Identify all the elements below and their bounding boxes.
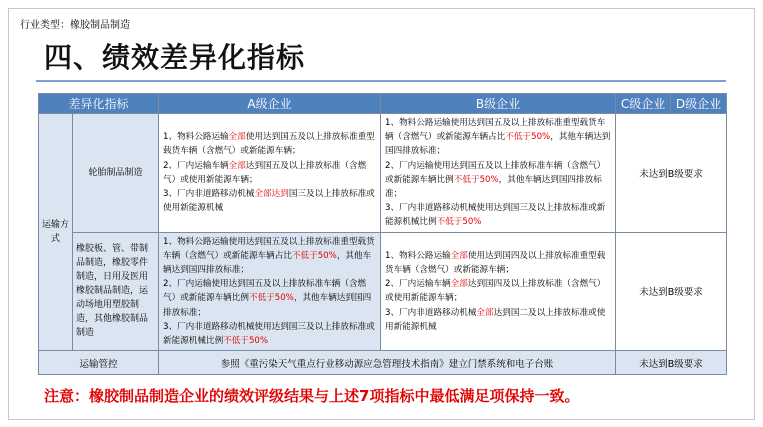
highlight-text: 全部达到 — [254, 189, 289, 200]
title-divider — [36, 80, 726, 82]
highlight-text: 不低于50% — [436, 217, 482, 228]
highlight-text: 不低于50% — [505, 132, 551, 143]
category-cell: 运输方式 — [39, 114, 73, 351]
subcategory-cell: 橡胶板、管、带制品制造，橡胶零件制造，日用及医用橡胶制品制造，运动场地用塑胶制造，其他橡胶制品制造 — [73, 232, 159, 351]
a-level-requirements — [159, 114, 381, 233]
highlight-text: 全部 — [450, 279, 468, 290]
table-header-row — [39, 94, 727, 114]
table-row — [39, 351, 727, 375]
requirement-line: 3、厂内非道路移动机械使用达到国三及以上排放标准或新能源机械比例不低于50% — [385, 203, 606, 228]
requirement-line: 2、厂内运输使用达到国五及以上排放标准车辆（含燃气）或新能源车辆比例不低于50%，其他车辆达到国四排放标准； — [385, 160, 606, 200]
highlight-text: 不低于50% — [223, 336, 269, 347]
highlight-text: 全部 — [228, 160, 246, 171]
highlight-text: 全部 — [228, 132, 246, 143]
header-indicator: 差异化指标 — [39, 94, 159, 114]
indicator-table — [38, 93, 727, 375]
cd-level-requirement: 未达到B级要求 — [616, 114, 727, 233]
requirement-line: 2、厂内运输车辆全部达到国五及以上排放标准（含燃气）或使用新能源车辆； — [163, 160, 367, 185]
header-d-level: D级企业 — [671, 94, 727, 114]
cd-level-requirement: 未达到B级要求 — [616, 232, 727, 351]
highlight-text: 不低于50% — [291, 250, 337, 261]
management-requirement: 参照《重污染天气重点行业移动源应急管理技术指南》建立门禁系统和电子台账 — [159, 351, 616, 375]
requirement-line: 1、物料公路运输全部使用达到国五及以上排放标准重型载货车辆（含燃气）或新能源车辆； — [163, 132, 375, 157]
management-label: 运输管控 — [39, 351, 159, 375]
requirement-line: 3、厂内非道路移动机械使用达到国三及以上排放标准或新能源机械比例不低于50% — [163, 321, 375, 347]
requirement-line: 1、物料公路运输全部使用达到国四及以上排放标准重型载货车辆（含燃气）或新能源车辆； — [385, 250, 606, 276]
b-level-requirements — [381, 232, 616, 351]
requirement-line: 2、厂内运输使用达到国五及以上排放标准车辆（含燃气）或新能源车辆比例不低于50%，其他车辆达到国四排放标准； — [163, 279, 372, 318]
requirement-line: 3、厂内非道路移动机械全部达到国二及以上排放标准或使用新能源机械 — [385, 307, 606, 332]
subcategory-cell: 轮胎制品制造 — [73, 114, 159, 233]
requirement-line: 1、物料公路运输使用达到国五及以上排放标准重型载货车辆（含燃气）或新能源车辆占比不低于50%，其他车辆达到国四排放标准； — [385, 118, 611, 157]
page-title: 四、绩效差异化指标 — [44, 41, 306, 74]
table-row — [39, 114, 727, 233]
requirement-line: 1、物料公路运输使用达到国五及以上排放标准重型载货车辆（含燃气）或新能源车辆占比不低于50%，其他车辆达到国四排放标准； — [163, 236, 375, 276]
b-level-requirements — [381, 114, 616, 233]
a-level-requirements — [159, 232, 381, 351]
header-b-level: B级企业 — [381, 94, 616, 114]
highlight-text: 不低于50% — [248, 293, 294, 304]
highlight-text: 全部 — [476, 307, 494, 318]
highlight-text: 不低于50% — [453, 174, 499, 185]
table-row — [39, 232, 727, 351]
requirement-line: 3、厂内非道路移动机械全部达到国三及以上排放标准或使用新能源机械 — [163, 189, 375, 214]
header-a-level: A级企业 — [159, 94, 381, 114]
requirement-line: 2、厂内运输车辆全部达到国四及以上排放标准（含燃气）或使用新能源车辆； — [385, 279, 606, 304]
management-cd-requirement: 未达到B级要求 — [616, 351, 727, 375]
industry-label: 行业类型：橡胶制品制造 — [20, 20, 130, 31]
highlight-text: 全部 — [450, 250, 468, 261]
header-c-level: C级企业 — [616, 94, 671, 114]
footnote: 注意：橡胶制品制造企业的绩效评级结果与上述7项指标中最低满足项保持一致。 — [44, 387, 580, 405]
